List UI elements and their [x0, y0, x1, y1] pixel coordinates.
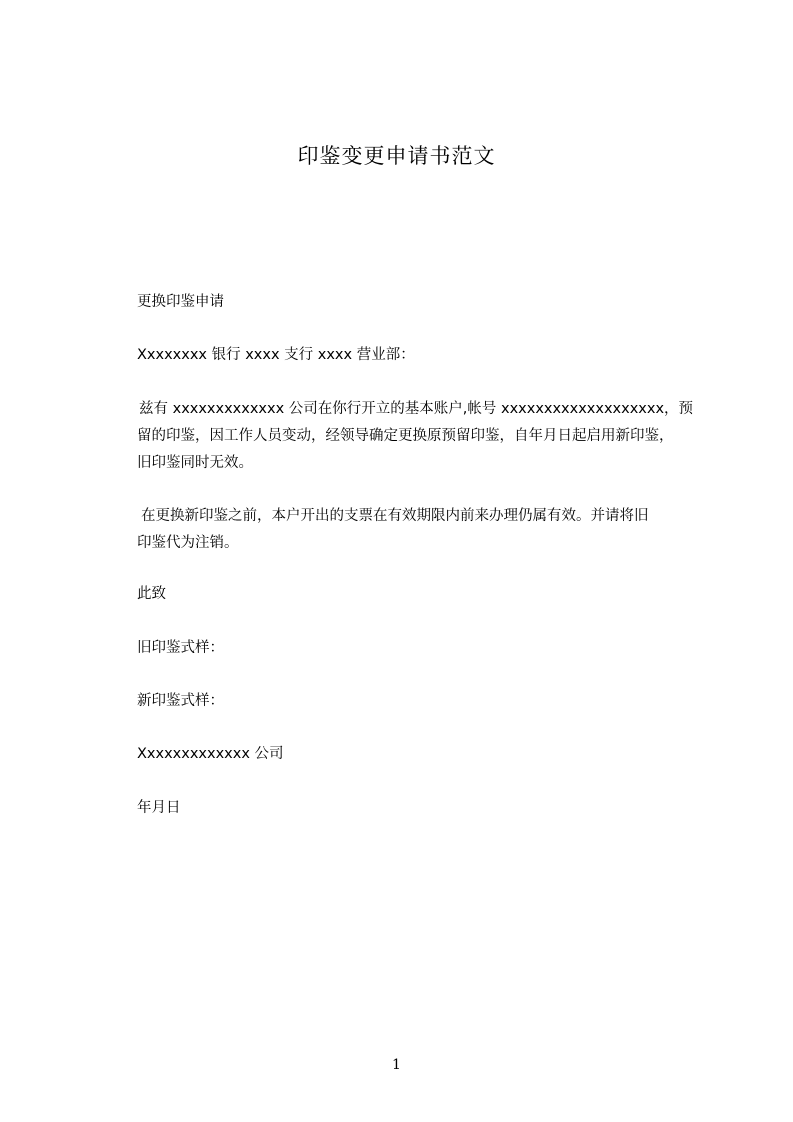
page-number: 1	[392, 1057, 401, 1073]
new-seal-label: 新印鉴式样：	[137, 693, 224, 709]
old-seal-label: 旧印鉴式样：	[137, 640, 224, 656]
paragraph-1-line-2: 留的印鉴，因工作人员变动，经领导确定更换原预留印鉴，自年月日起启用新印鉴，	[137, 428, 674, 444]
addressee-line: Xxxxxxxx 银行 xxxx 支行 xxxx 营业部：	[137, 347, 415, 363]
company-signature: Xxxxxxxxxxxxx 公司	[137, 746, 284, 762]
closing-salutation: 此致	[137, 586, 166, 602]
paragraph-1-line-1: 兹有 xxxxxxxxxxxxx 公司在你行开立的基本账户,帐号 xxxxxxxxxxxxxxxxxxx，预	[139, 401, 694, 417]
document-title: 印鉴变更申请书范文	[297, 144, 496, 168]
paragraph-2-line-2: 印鉴代为注销。	[137, 535, 239, 551]
paragraph-1-line-3: 旧印鉴同时无效。	[137, 455, 253, 471]
paragraph-2-line-1: 在更换新印鉴之前，本户开出的支票在有效期限内前来办理仍属有效。并请将旧	[141, 508, 649, 524]
letter-heading: 更换印鉴申请	[137, 294, 224, 310]
signature-date: 年月日	[137, 800, 181, 816]
